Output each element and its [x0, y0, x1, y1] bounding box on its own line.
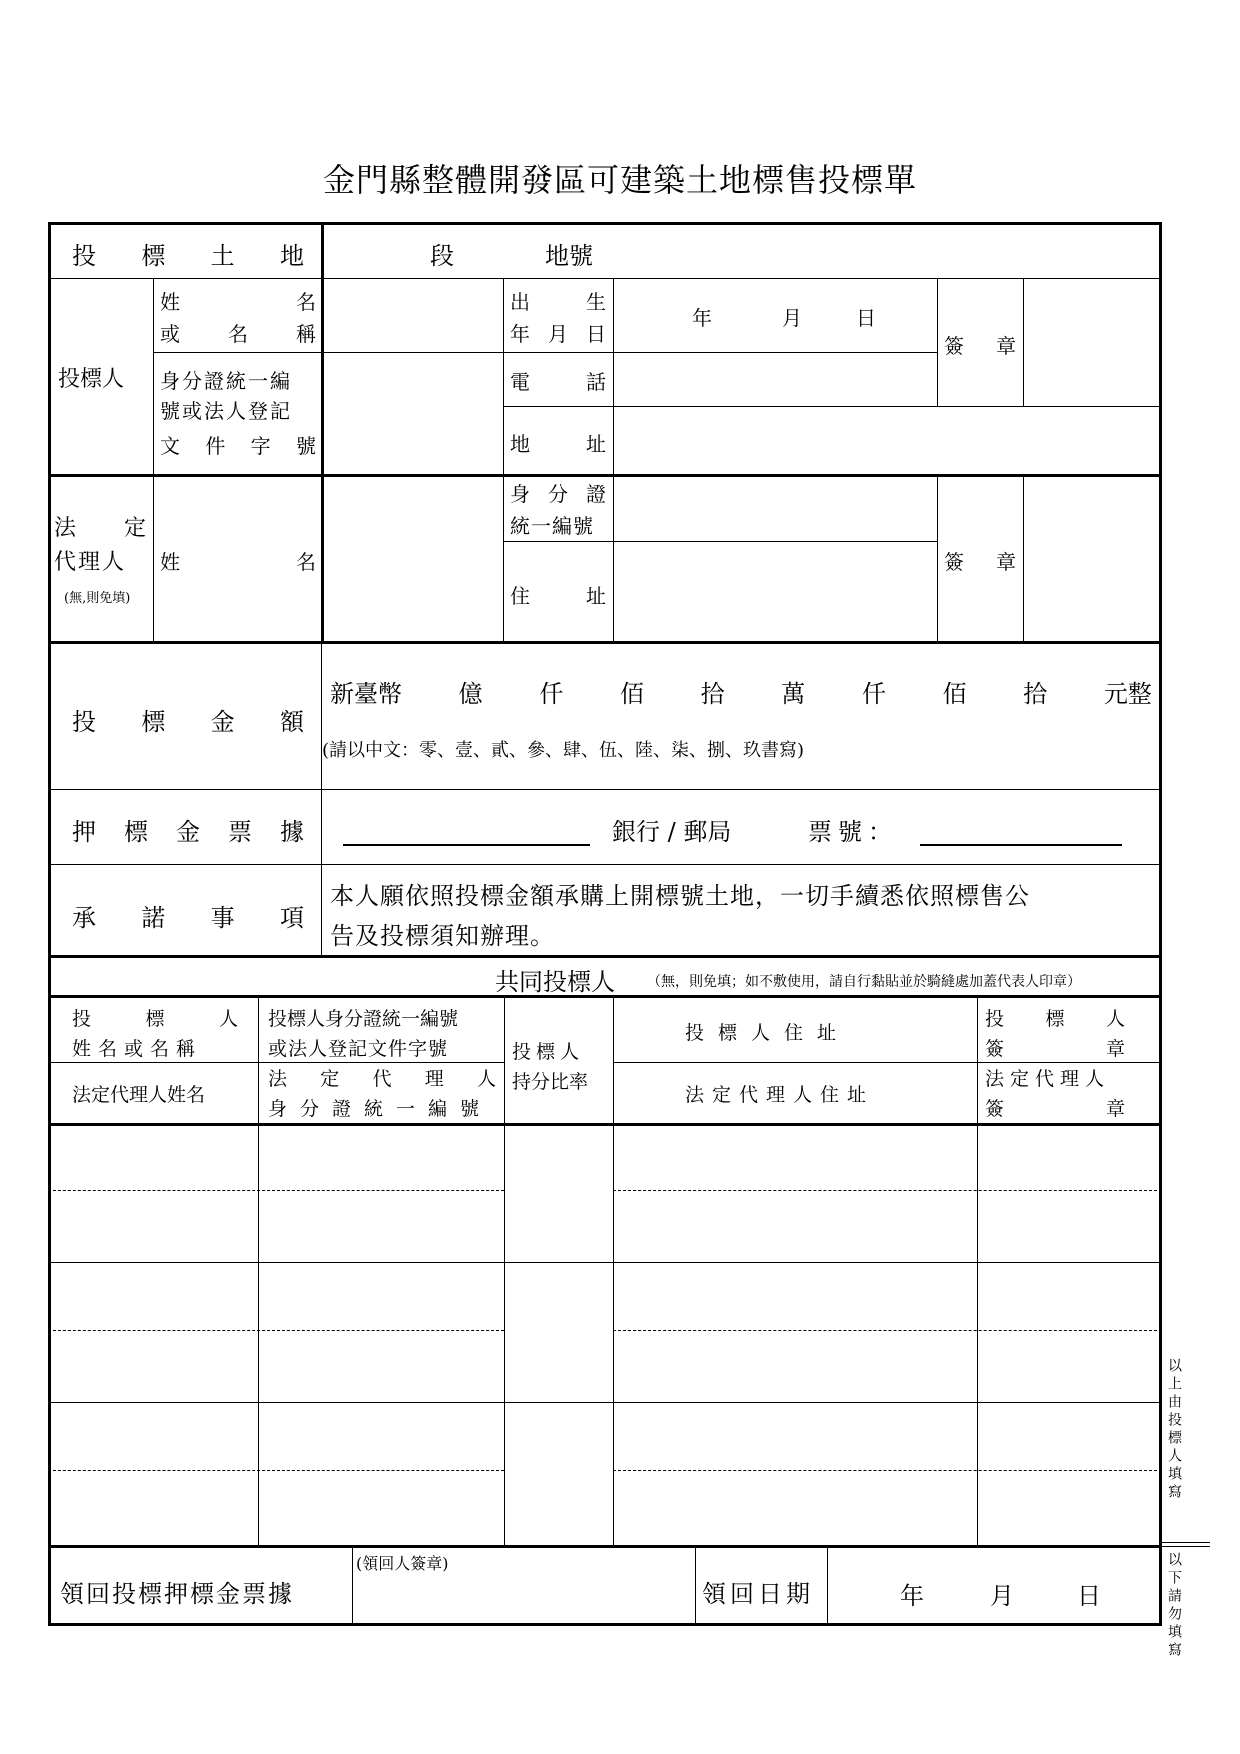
deposit-ticket-blank[interactable]	[920, 844, 1122, 846]
bidder-phone-label: 電 話	[510, 370, 606, 394]
legal-rep-seal-field[interactable]	[1024, 476, 1161, 640]
land-lot-label: 地號	[545, 242, 593, 270]
bidder-birth-field[interactable]	[614, 279, 936, 351]
deposit-bank-blank[interactable]	[343, 844, 590, 846]
refund-label: 領回投標押標金票據	[60, 1580, 294, 1608]
legal-rep-seal-label: 簽 章	[944, 550, 1016, 574]
bidder-birth-label: 出 生	[510, 290, 606, 314]
bidder-address-label: 地 址	[510, 432, 606, 456]
amount-note: (請以中文：零、壹、貳、參、肆、伍、陸、柒、捌、玖書寫)	[322, 740, 805, 761]
land-section-label: 段	[430, 242, 454, 270]
co-header-seal: 投 標 人	[985, 1008, 1125, 1030]
co-header-rep-name: 法定代理人姓名	[72, 1084, 206, 1106]
bidder-seal-label: 簽 章	[944, 334, 1016, 358]
co-bidder-row[interactable]	[51, 1126, 1159, 1260]
commitment-text: 本人願依照投標金額承購上開標號土地，一切手續悉依照標售公 告及投標須知辦理。	[330, 882, 1030, 950]
refund-day: 日	[1077, 1582, 1101, 1610]
co-header-rep-id: 法 定 代 理 人	[268, 1068, 496, 1090]
legal-rep-id-field[interactable]	[614, 476, 936, 540]
legal-rep-group-label: 法 定 代理人	[54, 516, 146, 575]
land-label: 投 標 土 地	[72, 242, 304, 270]
commitment-label: 承 諾 事 項	[72, 904, 304, 932]
refund-signer-field[interactable]	[354, 1572, 692, 1622]
side-divider	[1162, 1542, 1210, 1547]
co-bidder-row[interactable]	[51, 1264, 1159, 1400]
legal-rep-id-label: 身 分 證	[510, 482, 606, 506]
bidder-seal-field[interactable]	[1024, 279, 1161, 405]
bidder-id-field[interactable]	[322, 353, 502, 473]
co-header-rep-seal: 法定代理人	[985, 1068, 1111, 1090]
bidder-phone-field[interactable]	[614, 353, 936, 405]
co-header-addr: 投標人住址	[685, 1022, 851, 1044]
bidder-birth-day: 日	[856, 306, 876, 330]
deposit-label: 押 標 金 票 據	[72, 818, 304, 846]
bidder-address-field[interactable]	[614, 407, 1161, 473]
amount-line[interactable]: 新臺幣 億 仟 佰 拾 萬 仟 佰 拾 元整	[330, 680, 1152, 708]
bidder-birth-year: 年	[692, 306, 712, 330]
refund-month: 月	[990, 1582, 1014, 1610]
legal-rep-name-label: 姓 名	[160, 550, 316, 574]
co-header-name: 投 標 人	[72, 1008, 238, 1030]
legal-rep-address-label: 住 址	[510, 584, 606, 608]
bidder-id-label: 身分證統一編 號或法人登記	[160, 369, 292, 423]
bidder-name-label: 姓 名	[160, 290, 316, 314]
co-header-rep-addr: 法定代理人住址	[685, 1084, 875, 1106]
form-title: 金門縣整體開發區可建築土地標售投標單	[322, 161, 917, 199]
refund-date-label: 領回日期	[702, 1580, 814, 1608]
side-note-above: 以上由投標人填寫	[1166, 1358, 1182, 1502]
refund-year: 年	[900, 1582, 924, 1610]
co-header-id: 投標人身分證統一編號	[268, 1008, 459, 1030]
legal-rep-address-field[interactable]	[614, 543, 936, 640]
side-note-below: 以下請勿填寫	[1166, 1552, 1182, 1660]
legal-rep-name-field[interactable]	[322, 476, 502, 640]
co-bidders-note: （無，則免填；如不敷使用，請自行黏貼並於騎縫處加蓋代表人印章）	[647, 974, 1081, 990]
co-bidder-row[interactable]	[51, 1404, 1159, 1544]
bidder-name-field[interactable]	[322, 279, 502, 351]
deposit-ticket-label: 票號：	[808, 818, 898, 846]
legal-rep-group-note: (無,則免填)	[64, 591, 131, 606]
bidder-birth-month: 月	[782, 306, 802, 330]
co-header-share: 投標人 持分比率	[512, 1041, 589, 1093]
bidder-group-label: 投標人	[58, 367, 125, 392]
deposit-bank-label: 銀行 / 郵局	[612, 818, 732, 846]
refund-signer-label: (領回人簽章)	[356, 1554, 449, 1573]
co-bidders-title: 共同投標人	[495, 968, 615, 996]
amount-label: 投 標 金 額	[72, 708, 304, 736]
